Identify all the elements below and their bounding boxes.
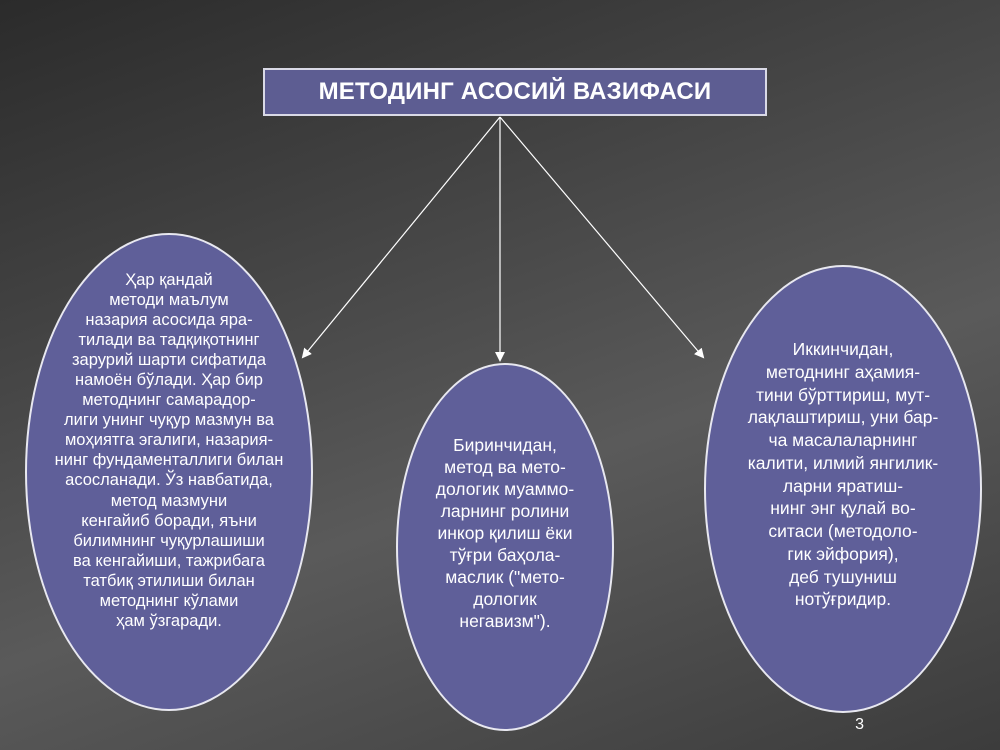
- center-ellipse-text: Биринчидан, метод ва мето- дологик муаммо- ларнинг ролини инкор қилиш ёки тўғри баҳола- маслик ("мето- дологик негавизм").: [435, 435, 575, 632]
- right-ellipse-text: Иккинчидан, методнинг аҳамия- тини бўрттириш, мут- лақлаштириш, уни бар- ча масалаларнинг калити, илмий янгилик- ларни яратиш- нинг энг қулай во- ситаси (методоло- гик эйфория), деб тушуниш нотўғридир.: [747, 339, 939, 610]
- left-ellipse-text: Ҳар қандай методи маълум назария асосида яра- тилади ва тадқиқотнинг зарурий шарти сифатида намоён бўлади. Ҳар бир методнинг самарадор- лиги унинг чуқур мазмун ва моҳиятга эгалиги, назария- нинг фундаменталлиги билан асосланади. Ўз навбатида, метод мазмуни кенгайиб боради, яъни билимнинг чуқурлашиши ва кенгайиши, тажрибага татбиқ этилиши билан методнинг кўлами ҳам ўзгаради.: [54, 271, 284, 630]
- title-box: [263, 68, 767, 116]
- page-number: 3: [855, 716, 864, 733]
- arrow-to-right: [500, 117, 703, 357]
- arrow-to-left: [303, 117, 500, 357]
- slide-title: МЕТОДИНГ АСОСИЙ ВАЗИФАСИ: [318, 78, 712, 105]
